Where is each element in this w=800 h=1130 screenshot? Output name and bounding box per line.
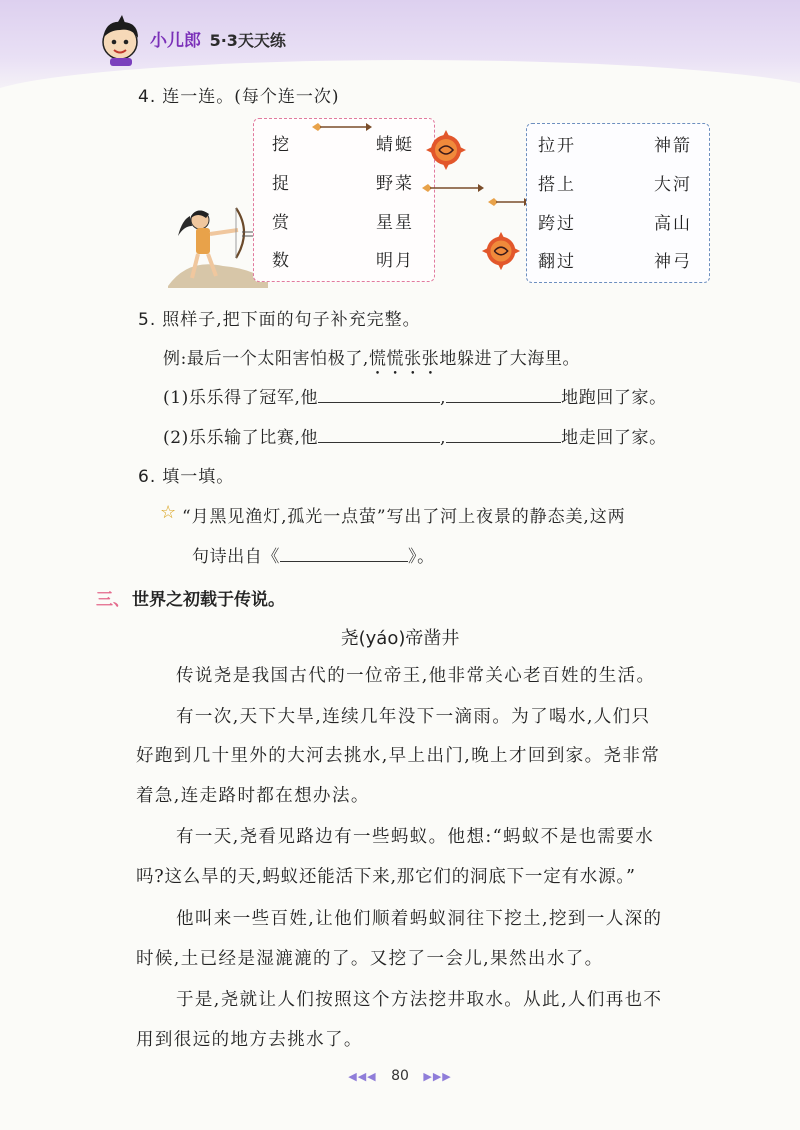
sun-icon: [424, 128, 468, 172]
section-3-title: 世界之初载于传说。: [132, 590, 285, 610]
q4-text: 连一连。(每个连一次): [162, 87, 340, 107]
arrow-icon: [486, 195, 530, 209]
q5-item-2: [163, 423, 667, 448]
q5-item2-end: 地走回了家。: [561, 428, 667, 448]
q6-line-2: [192, 542, 435, 567]
match-left-target-1[interactable]: 蜻蜓: [376, 135, 414, 155]
match-left-target-2[interactable]: 野菜: [376, 174, 414, 194]
q6-line-1: “月黑见渔灯,孤光一点萤”写出了河上夜景的静态美,这两: [182, 507, 626, 527]
match-left-word-1[interactable]: 挖: [272, 135, 291, 155]
match-left-word-4[interactable]: 数: [272, 251, 291, 271]
match-right-word-2[interactable]: 搭上: [538, 175, 576, 195]
q5-item1-start: (1)乐乐得了冠军,他: [163, 388, 319, 408]
q5-example: [163, 344, 580, 379]
q5-example-prefix: 例:最后一个太阳害怕极了,: [163, 349, 369, 369]
sun-icon: [480, 230, 522, 272]
mascot-boy-icon: [96, 14, 148, 66]
q4-number: 4.: [138, 87, 157, 107]
q5-item2-blank-1[interactable]: [318, 424, 440, 443]
story-line-8: 时候,土已经是湿漉漉的了。又挖了一会儿,果然出水了。: [136, 949, 604, 969]
story-line-5: 有一天,尧看见路边有一些蚂蚁。他想:“蚂蚁不是也需要水: [176, 827, 655, 847]
arrow-icon: [420, 181, 484, 195]
story-line-3: 好跑到几十里外的大河去挑水,早上出门,晚上才回到家。尧非常: [136, 746, 661, 766]
story-line-10: 用到很远的地方去挑水了。: [136, 1030, 363, 1050]
page-footer: [0, 1068, 800, 1084]
story-line-2: 有一次,天下大旱,连续几年没下一滴雨。为了喝水,人们只: [176, 707, 651, 727]
q6-line2-end: 》。: [408, 547, 435, 567]
match-right-target-4[interactable]: 神弓: [654, 252, 692, 272]
q5-text: 照样子,把下面的句子补充完整。: [162, 310, 421, 330]
q5-item-1: [163, 383, 667, 408]
q5-item1-blank-1[interactable]: [318, 384, 440, 403]
section-3-heading: [96, 585, 285, 610]
q6-blank[interactable]: [280, 543, 408, 562]
match-left-word-2[interactable]: 捉: [272, 174, 291, 194]
q6-number: 6.: [138, 467, 157, 487]
q5-item2-comma: ,: [440, 428, 447, 448]
header-brand: 小儿郎: [150, 31, 201, 51]
q5-item1-end: 地跑回了家。: [561, 388, 667, 408]
q5-item1-comma: ,: [440, 388, 447, 408]
match-right-word-3[interactable]: 跨过: [538, 214, 576, 234]
q5-item2-start: (2)乐乐输了比赛,他: [163, 428, 319, 448]
match-right-target-2[interactable]: 大河: [654, 175, 692, 195]
match-left-word-3[interactable]: 赏: [272, 213, 291, 233]
star-icon: ☆: [160, 502, 177, 523]
story-line-9: 于是,尧就让人们按照这个方法挖井取水。从此,人们再也不: [176, 990, 663, 1010]
section-3-number: 三、: [96, 590, 130, 610]
match-right-target-3[interactable]: 高山: [654, 214, 692, 234]
match-right-word-1[interactable]: 拉开: [538, 136, 576, 156]
match-right-target-1[interactable]: 神箭: [654, 136, 692, 156]
footer-left-arrows: ◀◀◀: [348, 1070, 377, 1083]
q5-example-dotted: 慌慌张张: [368, 349, 440, 369]
header-series: 5·3天天练: [209, 31, 286, 50]
q6-text: 填一填。: [162, 467, 235, 487]
q6-line2-start: 句诗出自《: [192, 547, 280, 567]
q5-example-suffix: 地躲进了大海里。: [439, 349, 581, 369]
q5-number: 5.: [138, 310, 157, 330]
page-number: 80: [391, 1068, 409, 1084]
q6-title: [138, 462, 234, 487]
q5-item2-blank-2[interactable]: [446, 424, 561, 443]
match-left-target-3[interactable]: 星星: [376, 213, 414, 233]
footer-right-arrows: ▶▶▶: [423, 1070, 452, 1083]
match-left-target-4[interactable]: 明月: [376, 251, 414, 271]
story-line-4: 着急,连走路时都在想办法。: [136, 786, 370, 806]
story-title: 尧(yáo)帝凿井: [340, 628, 460, 649]
q5-item1-blank-2[interactable]: [446, 384, 561, 403]
story-line-7: 他叫来一些百姓,让他们顺着蚂蚁洞往下挖土,挖到一人深的: [176, 909, 663, 929]
arrow-icon: [310, 120, 372, 134]
q5-title: [138, 305, 421, 330]
q4-title: [138, 82, 340, 107]
story-line-1: 传说尧是我国古代的一位帝王,他非常关心老百姓的生活。: [176, 666, 656, 686]
story-line-6: 吗?这么旱的天,蚂蚁还能活下来,那它们的洞底下一定有水源。”: [136, 867, 636, 887]
match-right-word-4[interactable]: 翻过: [538, 252, 576, 272]
header-title: [150, 26, 286, 51]
